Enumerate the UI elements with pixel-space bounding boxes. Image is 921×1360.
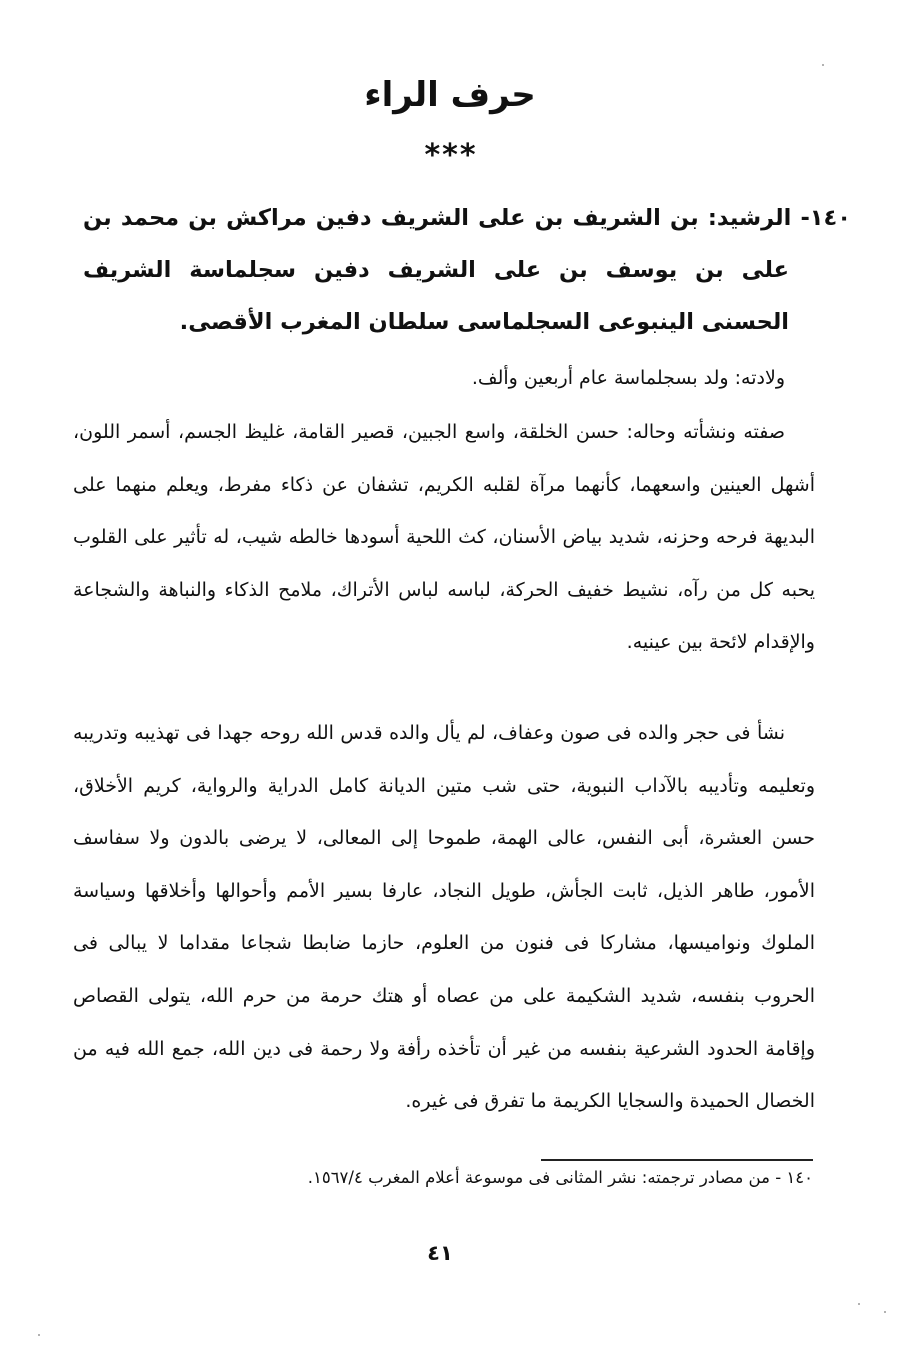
birth-text: ولادته: ولد بسجلماسة عام أربعين وألف.	[471, 367, 785, 389]
chapter-title: حرف الراء	[364, 75, 536, 115]
entry-heading-text: ١٤٠- الرشيد: بن الشريف بن على الشريف دفين مراكش بن محمد بن على بن يوسف بن على الشريف دفين سجلماسة الشريف الحسنى الينبوعى السجلماسى سلطان المغرب الأقصى.	[83, 205, 851, 335]
footnote: ١٤٠ - من مصادر ترجمته: نشر المثانى فى موسوعة أعلام المغرب ١٥٦٧/٤.	[307, 1168, 813, 1187]
scan-speck	[884, 1311, 886, 1313]
scan-speck	[38, 1334, 40, 1336]
description-paragraph	[73, 406, 815, 669]
section-separator: ***	[424, 138, 478, 173]
upbringing-paragraph	[73, 707, 815, 1128]
upbringing-text: نشأ فى حجر والده فى صون وعفاف، لم يأل والده قدس الله روحه جهدا فى تهذيبه وتدريبه وتعليمه وتأديبه بالآداب النبوية، حتى شب متين الديانة كامل الدراية والرواية، كريم الأخلاق، حسن العشرة، أبى النفس، عالى الهمة، طموحا إلى المعالى، لا يرضى بالدون ولا سفاسف الأمور، طاهر الذيل، ثابت الجأش، طويل النجاد، عارفا بسير الأمم وأحوالها وأخلاقها وسياسة الملوك ونواميسها، مشاركا فى فنون من العلوم، حازما ضابطا شجاعا مقداما لا يبالى فى الحروب بنفسه، شديد الشكيمة على من عصاه أو هتك حرمة من حرم الله، يتولى القصاص وإقامة الحدود الشرعية بنفسه من غير أن تأخذه رأفة ولا رحمة فى دين الله، جمع الله فيه من الخصال الحميدة والسجايا الكريمة ما تفرق فى غيره.	[73, 722, 815, 1113]
entry-heading	[83, 192, 851, 348]
scan-speck	[858, 1303, 860, 1305]
scan-speck	[822, 64, 824, 66]
description-text: صفته ونشأته وحاله: حسن الخلقة، واسع الجبين، قصير القامة، غليظ الجسم، أسمر اللون، أشهل العينين واسعهما، كأنهما مرآة لقلبه الكريم، تشفان عن ذكاء مفرط، ويعلم منهما على البديهة فرحه وحزنه، شديد بياض الأسنان، كث اللحية أسودها خالطه شيب، له تأثير على القلوب يحبه كل من رآه، نشيط خفيف الحركة، لباسه لباس الأتراك، ملامح الذكاء والنباهة والشجاعة والإقدام لائحة بين عينيه.	[73, 421, 815, 654]
birth-paragraph	[73, 352, 815, 405]
page-number: ٤١	[427, 1241, 453, 1265]
